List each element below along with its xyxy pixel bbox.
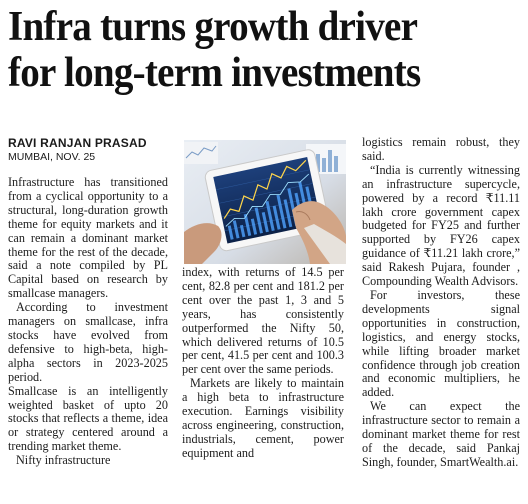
headline-line-2: for long-term investments xyxy=(8,50,421,96)
paragraph: According to investment managers on smallcase, infra stocks have evolved from defensive to high-beta, high-alpha sectors in 2023-2025 period. xyxy=(8,300,168,384)
paragraph: “India is currently witnessing an infrastructure supercycle, powered by a record ₹11.11 lakh crore government capex budgeted for FY25 and further supported by FY26 capex guidance of ₹11.21 lakh crore,” said Rakesh Pujara, founder , Compounding Wealth Advisors. xyxy=(362,162,520,289)
headline-line-1: Infra turns growth driver xyxy=(8,4,418,50)
paragraph: Markets are likely to maintain a high beta to infrastructure execution. Earnings visibility across engineering, construction, industrials, cement, power equipment and xyxy=(182,376,344,460)
article-column-3 xyxy=(362,136,520,470)
dateline: MUMBAI, NOV. 25 xyxy=(8,151,96,163)
byline: RAVI RANJAN PRASAD xyxy=(8,136,147,150)
tablet-chart-photo xyxy=(184,140,346,264)
article-column-2 xyxy=(182,266,344,461)
paragraph: We can expect the infrastructure sector to remain a dominant market theme for rest of the decade, said Pankaj Singh, founder, SmartWealth.ai. xyxy=(362,399,520,469)
paragraph: Nifty infrastructure xyxy=(16,453,111,468)
article-headline xyxy=(8,4,484,96)
paragraph: logistics remain robust, they said. xyxy=(362,135,520,163)
paragraph: Smallcase is an intelligently weighted basket of upto 20 stocks that reflects a theme, idea or strategy centered around a trending market theme. xyxy=(8,383,168,454)
paragraph: For investors, these developments signal opportunities in construction, logistics, and energy stocks, while lifting broader market confidence through job creation and economic multipliers, he added. xyxy=(362,287,520,400)
paragraph: Infrastructure has transitioned from a cyclical opportunity to a structural, long-duration growth theme for equity markets and it can remain a dominant market theme for the rest of the decade, said a note compiled by PL Capital based on research by smallcase managers. xyxy=(8,175,168,301)
paragraph: index, with returns of 14.5 per cent, 82.8 per cent and 181.2 per cent over the past 1, 3 and 5 years, has consistently outperformed the Nifty 50, which delivered returns of 10.5 per cent, 41.5 per cent and 100.3 per cent over the same periods. xyxy=(182,265,344,377)
article-column-1 xyxy=(8,176,168,468)
